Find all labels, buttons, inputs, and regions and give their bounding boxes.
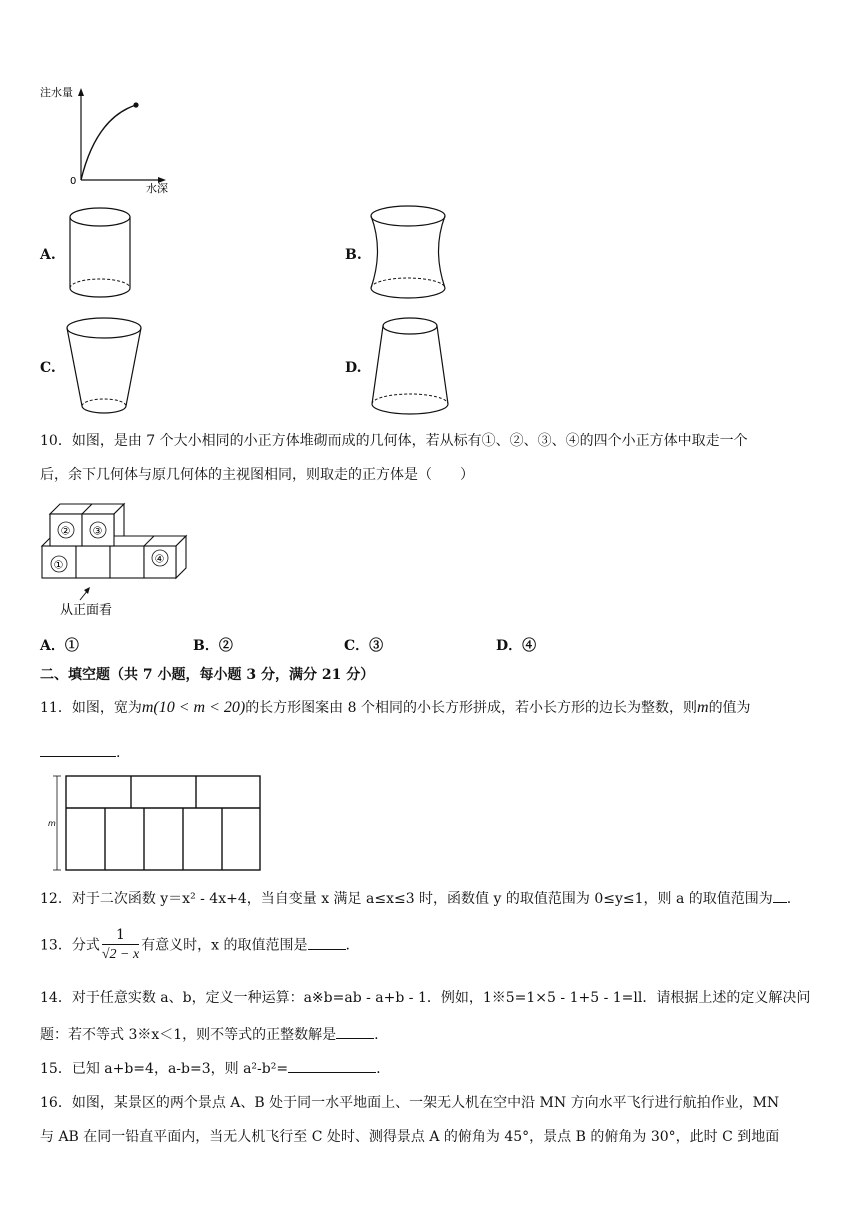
graph-xlabel: 水深 <box>146 182 168 195</box>
q12-line <box>40 888 791 909</box>
option-b-label: B. <box>345 247 362 263</box>
q11-var: m <box>697 699 709 716</box>
q14-line2 <box>40 1024 379 1045</box>
q12-end: . <box>786 891 792 907</box>
q14-line1: 14．对于任意实数 a、b，定义一种运算：a※b=ab - a+b - 1．例如，1※5=1×5 - 1+5 - 1=ll．请根据上述的定义解决问 <box>40 990 811 1006</box>
container-waisted <box>362 198 452 306</box>
cube-figure <box>38 498 198 623</box>
q14-blank[interactable] <box>336 1024 374 1039</box>
q13-blank[interactable] <box>308 935 346 950</box>
q16-line1: 16．如图，某景区的两个景点 A、B 处于同一水平地面上、一架无人机在空中沿 MN 方向水平飞行进行航拍作业，MN <box>40 1095 780 1111</box>
q11-answer-line <box>40 742 120 763</box>
option-c-label: C. <box>40 360 56 376</box>
q13-numerator: 1 <box>102 926 139 945</box>
q13-end: . <box>345 937 350 954</box>
q15-end: . <box>376 1061 381 1077</box>
option-a-label: A. <box>40 247 56 263</box>
q13-prefix: 13．分式 <box>40 937 100 954</box>
section-heading: 二、填空题（共 7 小题，每小题 3 分，满分 21 分） <box>40 667 375 683</box>
q10-option-c: C．③ <box>344 638 384 654</box>
view-label: 从正面看 <box>60 603 113 618</box>
cube-label-4: ④ <box>154 552 165 566</box>
container-cylinder <box>62 200 142 305</box>
q11-suffix: 的值为 <box>708 700 751 716</box>
q12-blank[interactable] <box>773 888 787 903</box>
q11-mid: 的长方形图案由 8 个相同的小长方形拼成，若小长方形的边长为整数，则 <box>245 700 697 716</box>
rect-width-label: m <box>48 819 56 828</box>
q11-blank[interactable] <box>40 742 116 757</box>
q10-option-b: B．② <box>193 638 233 654</box>
q10-line2: 后，余下几何体与原几何体的主视图相同，则取走的正方体是（ ） <box>40 467 474 483</box>
water-graph <box>36 80 186 200</box>
view-arrow-head <box>84 587 90 594</box>
q10-line1: 10．如图，是由 7 个大小相同的小正方体堆砌而成的几何体，若从标有①、②、③、④的四个小正方体中取走一个 <box>40 433 748 449</box>
graph-ylabel: 注水量 <box>40 86 73 99</box>
q11-math: m(10 < m < 20) <box>141 699 246 716</box>
cube-label-3: ③ <box>92 524 103 538</box>
q16-line2: 与 AB 在同一铅直平面内，当无人机飞行至 C 处时、测得景点 A 的俯角为 45°，景点 B 的俯角为 30°，此时 C 到地面 <box>40 1129 780 1145</box>
q15-line <box>40 1058 381 1079</box>
q12-text: 12．对于二次函数 y＝x² - 4x+4，当自变量 x 满足 a≤x≤3 时，函数值 y 的取值范围为 0≤y≤1，则 a 的取值范围为 <box>40 891 773 907</box>
option-d-label: D. <box>345 360 362 376</box>
q10-option-d: D．④ <box>496 638 537 654</box>
container-narrow-top <box>362 310 460 422</box>
cube-label-1: ① <box>53 558 64 572</box>
q13-fraction <box>102 926 139 965</box>
rectangle-pattern <box>44 772 269 874</box>
q13-denominator: √2 − x <box>101 947 140 962</box>
q13-line <box>40 926 350 965</box>
q15-text: 15．已知 a+b=4，a-b=3，则 a²-b²= <box>40 1061 289 1077</box>
q14-end: . <box>374 1027 379 1043</box>
q14-text: 题：若不等式 3※x＜1，则不等式的正整数解是 <box>40 1027 337 1043</box>
graph-endpoint <box>133 102 138 107</box>
y-axis-arrow <box>78 88 84 96</box>
cube-label-2: ② <box>60 524 71 538</box>
q11-end: . <box>116 745 121 761</box>
container-wide-top <box>62 312 152 420</box>
q11-line1 <box>40 698 751 718</box>
q15-blank[interactable] <box>288 1058 376 1073</box>
q10-option-a: A．① <box>40 638 79 654</box>
q11-prefix: 11．如图，宽为 <box>40 700 142 716</box>
q13-suffix: 有意义时，x 的取值范围是 <box>141 937 308 954</box>
graph-curve <box>81 105 136 180</box>
graph-origin: 0 <box>70 176 77 187</box>
